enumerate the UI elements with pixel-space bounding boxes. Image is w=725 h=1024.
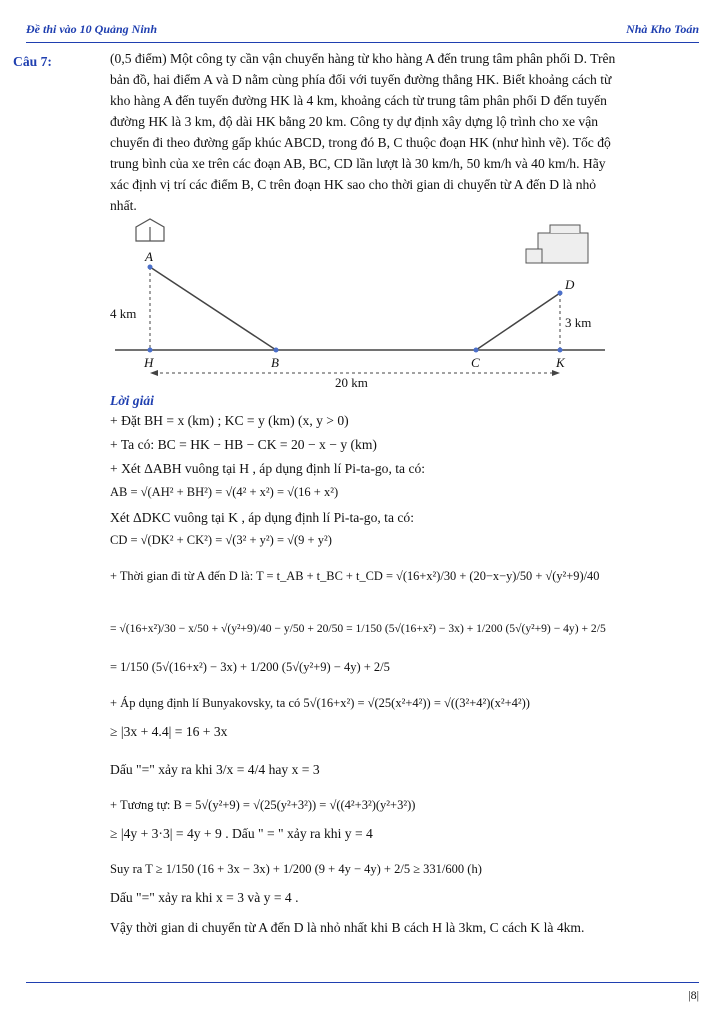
arrow-left [150,370,158,376]
label-dist-hk: 20 km [335,375,368,390]
solution-step: + Thời gian đi từ A đến D là: T = t_AB + t_BC + t_CD = √(16+x²)/30 + (20−x−y)/50 + √(y²+9)/40 [110,569,600,583]
segment-cd [476,293,560,350]
solution-step: = √(16+x²)/30 − x/50 + √(y²+9)/40 − y/50 + 20/50 = 1/150 (5√(16+x²) − 3x) + 1/200 (5√(y²+9) − 4y) + 2/5 [110,622,606,635]
header-rule [26,42,699,44]
question-line: kho hàng A đến tuyến đường HK là 4 km, khoảng cách từ trung tâm phân phối D đến tuyến [110,93,607,108]
solution-step: ≥ |3x + 4.4| = 16 + 3x [110,724,228,739]
point-d [558,291,563,296]
warehouse-icon [136,219,164,241]
point-a [148,265,153,270]
question-line: trung bình của xe trên các đoạn AB, BC, CD lần lượt là 30 km/h, 50 km/h và 40 km/h. Hãy [110,156,606,171]
solution-conclusion: Vậy thời gian di chuyển từ A đến D là nhỏ nhất khi B cách H là 3km, C cách K là 4km. [110,920,585,935]
label-h: H [144,355,154,370]
question-line: chuyển đi theo đường gấp khúc ABCD, trong đó B, C thuộc đoạn HK (như hình vẽ). Tốc độ [110,135,611,150]
point-c [474,348,479,353]
distribution-center-icon [526,225,588,263]
point-k [558,348,563,353]
solution-step: CD = √(DK² + CK²) = √(3² + y²) = √(9 + y²) [110,533,332,547]
solution-step: AB = √(AH² + BH²) = √(4² + x²) = √(16 + x²) [110,485,339,499]
label-a: A [145,249,153,264]
header-left: Đề thi vào 10 Quảng Ninh [26,22,158,36]
solution-step: + Xét ΔABH vuông tại H , áp dụng định lí Pi-ta-go, ta có: [110,461,426,476]
question-line: bản đồ, hai điểm A và D nằm cùng phía đối với tuyến đường thẳng HK. Biết khoảng cách từ [110,72,612,87]
route-diagram [110,215,610,395]
question-label: Câu 7: [13,54,52,69]
solution-step: ≥ |4y + 3·3| = 4y + 9 . Dấu " = " xảy ra khi y = 4 [110,826,373,841]
solution-step: Dấu "=" xảy ra khi 3/x = 4/4 hay x = 3 [110,762,320,777]
point-b [274,348,279,353]
question-line: nhất. [110,198,137,213]
solution-step: + Ta có: BC = HK − HB − CK = 20 − x − y (km) [110,437,377,452]
solution-step: + Đặt BH = x (km) ; KC = y (km) (x, y > 0) [110,413,349,428]
solution-step: + Tương tự: B = 5√(y²+9) = √(25(y²+3²)) = √((4²+3²)(y²+3²)) [110,798,416,812]
page-footer [26,982,699,1002]
segment-ab [150,267,276,350]
header-right: Nhà Kho Toán [626,22,699,36]
page-number: |8| [688,988,699,1002]
question-line: (0,5 điểm) Một công ty cần vận chuyển hàng từ kho hàng A đến trung tâm phân phối D. Trên [110,51,616,66]
label-dist-d: 3 km [565,315,592,330]
solution-step: + Áp dụng định lí Bunyakovsky, ta có 5√(16+x²) = √(25(x²+4²)) = √((3²+4²)(x²+4²)) [110,696,530,710]
footer-rule [26,982,699,983]
question-line: đường HK là 3 km, độ dài HK bằng 20 km. Công ty dự định xây dựng lộ trình cho xe vận [110,114,599,129]
label-d: D [565,277,575,292]
solution-step: Xét ΔDKC vuông tại K , áp dụng định lí Pi-ta-go, ta có: [110,510,414,525]
page-header [26,18,699,40]
question-line: xác định vị trí các điểm B, C trên đoạn HK sao cho thời gian di chuyển từ A đến D là nhỏ [110,177,597,192]
label-c: C [471,355,480,370]
solution-step: = 1/150 (5√(16+x²) − 3x) + 1/200 (5√(y²+9) − 4y) + 2/5 [110,660,390,674]
label-dist-a: 4 km [110,306,137,321]
solution-title: Lời giải [110,393,154,408]
label-k: K [556,355,565,370]
label-b: B [271,355,279,370]
point-h [148,348,153,353]
arrow-right [552,370,560,376]
solution-step: Suy ra T ≥ 1/150 (16 + 3x − 3x) + 1/200 (9 + 4y − 4y) + 2/5 ≥ 331/600 (h) [110,862,482,876]
solution-step: Dấu "=" xảy ra khi x = 3 và y = 4 . [110,890,299,905]
question-text [40,48,680,216]
